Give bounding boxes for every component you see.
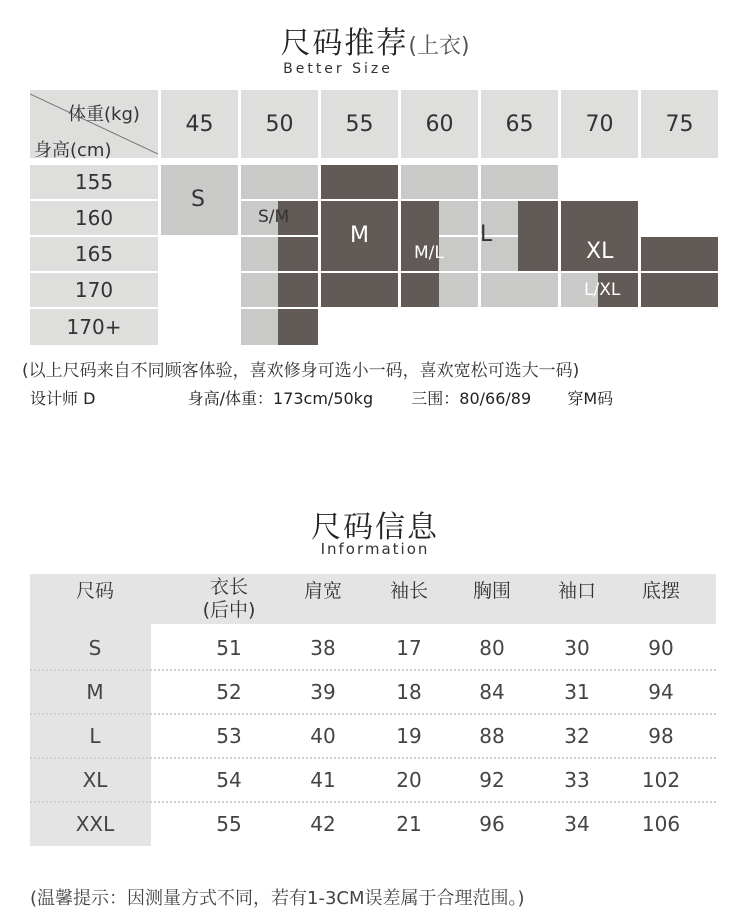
col-header-size: 尺码	[75, 580, 114, 602]
col-header-shoulder: 肩宽	[303, 580, 342, 602]
height-label: 170	[30, 273, 158, 307]
table-cell: 102	[641, 768, 681, 792]
table-cell: 80	[479, 636, 505, 660]
size-label-s: S	[191, 187, 205, 212]
size-recommend-title	[0, 18, 750, 62]
weight-header: 65	[481, 90, 558, 158]
designer-wear: 穿M码	[567, 389, 614, 408]
table-cell: 90	[648, 636, 674, 660]
info-title: 尺码信息	[311, 510, 439, 545]
table-cell: 39	[310, 680, 336, 704]
table-cell: 53	[216, 724, 242, 748]
table-cell: 21	[396, 812, 422, 836]
weight-header: 55	[321, 90, 398, 158]
height-label: 155	[30, 165, 158, 199]
table-cell: 84	[479, 680, 505, 704]
weight-header: 70	[561, 90, 638, 158]
table-cell: 33	[564, 768, 590, 792]
col-header-hem: 底摆	[641, 580, 680, 602]
table-cell: 34	[564, 812, 590, 836]
size-label-ml: M/L	[414, 243, 444, 263]
table-cell: 88	[479, 724, 505, 748]
row-divider	[30, 713, 716, 715]
designer-measure: 三围：80/66/89	[411, 389, 532, 408]
table-cell: 41	[310, 768, 336, 792]
table-cell: 18	[396, 680, 422, 704]
table-cell: 94	[648, 680, 674, 704]
size-note: (以上尺码来自不同顾客体验，喜欢修身可选小一码，喜欢宽松可选大一码)	[22, 361, 580, 381]
size-cell-m	[321, 165, 398, 199]
size-label-m: M	[350, 223, 369, 248]
weight-header: 75	[641, 90, 718, 158]
title-subtitle: Better Size	[283, 61, 393, 77]
table-cell: 106	[641, 812, 681, 836]
row-divider	[30, 801, 716, 803]
grid-corner	[30, 90, 158, 161]
size-cell-m	[321, 273, 398, 307]
corner-height-label: 身高(cm)	[34, 140, 112, 161]
col-header-length: 衣长 (后中)	[186, 576, 272, 622]
size-cell-l	[518, 201, 558, 271]
size-cell-ml	[401, 273, 439, 307]
size-cell-lxl	[641, 273, 718, 307]
size-cell-ml	[439, 201, 478, 235]
size-label-sm: S/M	[258, 207, 290, 227]
height-label: 170+	[30, 309, 158, 345]
table-cell: 52	[216, 680, 242, 704]
measure-tip: (温馨提示：因测量方式不同，若有1-3CM误差属于合理范围。)	[30, 888, 525, 909]
table-cell: 17	[396, 636, 422, 660]
table-cell: 38	[310, 636, 336, 660]
col-header-length-note: (后中)	[202, 598, 256, 621]
row-divider	[30, 757, 716, 759]
height-label: 160	[30, 201, 158, 235]
size-cell-sm	[241, 237, 278, 271]
info-subtitle: Information	[320, 540, 430, 558]
size-cell-s	[241, 165, 318, 199]
title-paren: (上衣)	[408, 34, 470, 59]
table-cell: 31	[564, 680, 590, 704]
designer-body: 身高/体重：173cm/50kg	[187, 389, 374, 408]
weight-header: 50	[241, 90, 318, 158]
table-cell: 54	[216, 768, 242, 792]
table-cell: 51	[216, 636, 242, 660]
table-cell-size: XXL	[75, 812, 115, 836]
size-label-xl: XL	[586, 239, 614, 264]
table-cell-size: M	[86, 680, 104, 704]
weight-header: 60	[401, 90, 478, 158]
size-label-lxl: L/XL	[584, 280, 621, 300]
size-cell-ml	[439, 237, 478, 271]
size-cell-ml	[439, 273, 478, 307]
table-cell: 32	[564, 724, 590, 748]
size-cell-l	[481, 165, 558, 199]
table-cell: 98	[648, 724, 674, 748]
row-divider	[30, 669, 716, 671]
size-cell-sm	[278, 237, 318, 271]
size-cell	[241, 309, 278, 345]
size-cell-l	[481, 273, 558, 307]
table-cell: 42	[310, 812, 336, 836]
col-header-cuff: 袖口	[557, 580, 596, 602]
title-main: 尺码推荐	[280, 26, 409, 61]
size-cell	[278, 309, 318, 345]
table-cell: 19	[396, 724, 422, 748]
corner-weight-label: 体重(kg)	[68, 104, 140, 125]
table-cell: 30	[564, 636, 590, 660]
size-cell	[278, 273, 318, 307]
table-cell: 92	[479, 768, 505, 792]
size-label-l: L	[480, 222, 493, 247]
table-cell-size: S	[88, 636, 102, 660]
height-label: 165	[30, 237, 158, 271]
table-cell: 20	[396, 768, 422, 792]
size-cell-xl	[641, 237, 718, 271]
table-cell-size: XL	[82, 768, 108, 792]
table-cell: 40	[310, 724, 336, 748]
table-cell-size: L	[89, 724, 101, 748]
table-cell: 96	[479, 812, 505, 836]
table-cell: 55	[216, 812, 242, 836]
size-cell-ml	[401, 165, 478, 199]
col-header-chest: 胸围	[472, 580, 511, 602]
designer-info	[30, 386, 613, 409]
designer-name: 设计师 D	[30, 389, 96, 408]
col-header-sleeve: 袖长	[389, 580, 428, 602]
weight-header: 45	[161, 90, 238, 158]
size-cell	[241, 273, 278, 307]
